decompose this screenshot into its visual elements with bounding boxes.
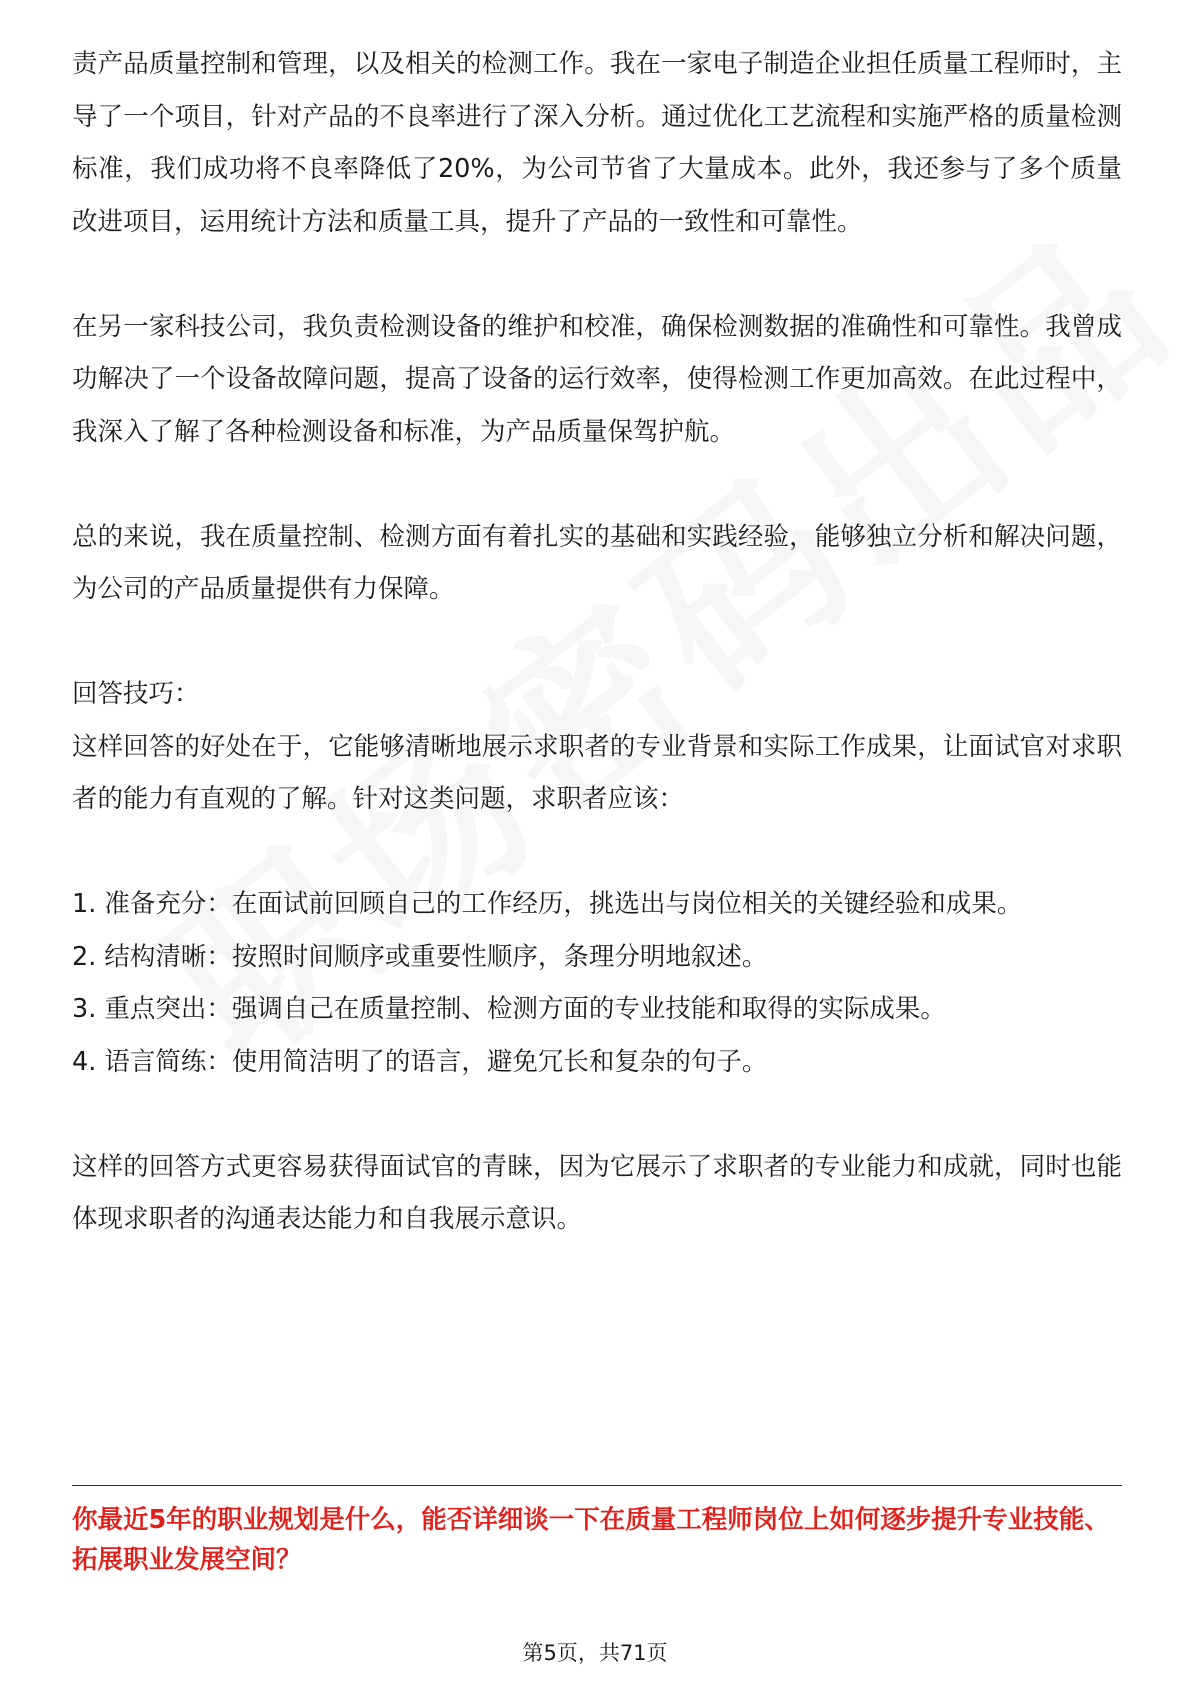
- paragraph-experience-1: 责产品质量控制和管理，以及相关的检测工作。我在一家电子制造企业担任质量工程师时，主导了一个项目，针对产品的不良率进行了深入分析。通过优化工艺流程和实施严格的质量检测标准，我们成功将不良率降低了20%，为公司节省了大量成本。此外，我还参与了多个质量改进项目，运用统计方法和质量工具，提升了产品的一致性和可靠性。: [72, 49, 1122, 237]
- page-number: 第5页，共71页: [522, 1641, 668, 1665]
- tips-intro: 这样回答的好处在于，它能够清晰地展示求职者的专业背景和实际工作成果，让面试官对求职者的能力有直观的了解。针对这类问题，求职者应该：: [72, 731, 1122, 814]
- next-question: 你最近5年的职业规划是什么，能否详细谈一下在质量工程师岗位上如何逐步提升专业技能、拓展职业发展空间？: [72, 1505, 1110, 1575]
- paragraph-experience-2: 在另一家科技公司，我负责检测设备的维护和校准，确保检测数据的准确性和可靠性。我曾成功解决了一个设备故障问题，提高了设备的运行效率，使得检测工作更加高效。在此过程中，我深入了解了各种检测设备和标准，为产品质量保驾护航。: [72, 311, 1122, 447]
- section-divider: [72, 1485, 1122, 1486]
- paragraph-summary: 总的来说，我在质量控制、检测方面有着扎实的基础和实践经验，能够独立分析和解决问题，为公司的产品质量提供有力保障。: [72, 521, 1122, 604]
- tips-conclusion: 这样的回答方式更容易获得面试官的青睐，因为它展示了求职者的专业能力和成就，同时也能体现求职者的沟通表达能力和自我展示意识。: [72, 1151, 1122, 1234]
- tip-item-1: 1. 准备充分：在面试前回顾自己的工作经历，挑选出与岗位相关的关键经验和成果。: [72, 889, 1023, 919]
- tip-item-3: 3. 重点突出：强调自己在质量控制、检测方面的专业技能和取得的实际成果。: [72, 994, 946, 1024]
- tip-item-2: 2. 结构清晰：按照时间顺序或重要性顺序，条理分明地叙述。: [72, 941, 768, 972]
- tips-heading: 回答技巧：: [72, 679, 200, 709]
- document-body: [72, 38, 1122, 1246]
- tip-item-4: 4. 语言简练：使用简洁明了的语言，避免冗长和复杂的句子。: [72, 1046, 768, 1077]
